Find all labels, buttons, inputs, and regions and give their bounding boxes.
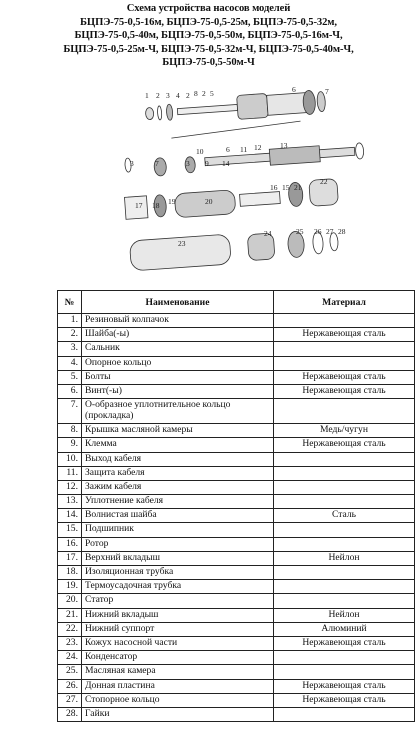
part-cap [145,107,154,120]
table-row [58,370,415,384]
row-material: Нейлон [274,551,415,565]
row-name: Гайки [82,707,274,721]
row-material: Медь/чугун [274,424,415,438]
table-row [58,594,415,608]
row-name: Подшипник [82,523,274,537]
row-material [274,452,415,466]
row-number: 21. [58,608,82,622]
row-name: Резиновый колпачок [82,314,274,328]
callout-label: 11 [240,145,248,154]
row-material: Нержавеющая сталь [274,679,415,693]
part-cable [171,121,301,138]
row-number: 2. [58,328,82,342]
part-head-body [267,93,308,116]
table-row [58,651,415,665]
table-row [58,707,415,721]
row-name: Уплотнение кабеля [82,495,274,509]
callout-label: 7 [155,159,159,168]
table-row [58,566,415,580]
row-material [274,566,415,580]
callout-label: 12 [254,143,262,152]
row-material [274,314,415,328]
table-row [58,679,415,693]
title-line: БЦПЭ-75-0,5-25м-Ч, БЦПЭ-75-0,5-32м-Ч, БЦПЭ-75-0,5-40м-Ч, [63,43,354,55]
parts-table-body [58,314,415,722]
row-material: Нейлон [274,608,415,622]
part-seal [166,104,173,120]
table-row [58,495,415,509]
exploded-pump-diagram [0,86,417,286]
callout-label: 23 [178,239,186,248]
row-name: Выход кабеля [82,452,274,466]
row-material [274,466,415,480]
row-material [274,523,415,537]
table-row [58,466,415,480]
row-material [274,537,415,551]
part-lower-support [240,192,281,207]
table-row [58,509,415,523]
row-material [274,665,415,679]
callout-label: 18 [152,201,160,210]
row-number: 15. [58,523,82,537]
row-number: 8. [58,424,82,438]
header-material: Материал [274,291,415,314]
header-number: № [58,291,82,314]
table-row [58,622,415,636]
row-number: 24. [58,651,82,665]
row-number: 13. [58,495,82,509]
callout-label: 22 [320,177,328,186]
callout-label: 3 [186,159,190,168]
row-material [274,495,415,509]
callout-label: 6 [292,86,296,94]
row-material [274,707,415,721]
row-number: 3. [58,342,82,356]
row-material: Сталь [274,509,415,523]
part-oil-chamber-cover [237,93,269,119]
row-name: Статор [82,594,274,608]
row-name: Винт(-ы) [82,384,274,398]
row-number: 25. [58,665,82,679]
table-row [58,665,415,679]
table-row [58,693,415,707]
callout-label: 4 [176,91,180,100]
row-name: Масляная камера [82,665,274,679]
row-material [274,594,415,608]
table-row [58,537,415,551]
callout-label: 26 [314,227,322,236]
row-number: 5. [58,370,82,384]
part-rotor-core [269,146,320,165]
row-name: Зажим кабеля [82,480,274,494]
row-number: 10. [58,452,82,466]
title-line: Схема устройства насосов моделей [126,3,291,14]
callout-label: 14 [222,159,230,168]
table-row [58,424,415,438]
row-name: Опорное кольцо [82,356,274,370]
row-material: Алюминий [274,622,415,636]
row-material: Нержавеющая сталь [274,438,415,452]
row-material: Нержавеющая сталь [274,328,415,342]
row-number: 14. [58,509,82,523]
row-material [274,580,415,594]
table-row [58,438,415,452]
row-name: Сальник [82,342,274,356]
title-line: БЦПЭ-75-0,5-16м, БЦПЭ-75-0,5-25м, БЦПЭ-75-0,5-32м, [80,16,337,28]
callout-label: 15 [282,183,290,192]
table-header-row [58,291,415,314]
part-washer [157,106,162,120]
table-row [58,636,415,650]
callout-label: 9 [205,159,209,168]
row-name: Крышка масляной камеры [82,424,274,438]
row-material [274,651,415,665]
table-row [58,480,415,494]
callout-label: 16 [270,183,278,192]
callout-label: 17 [135,201,143,210]
row-material [274,356,415,370]
row-material [274,399,415,424]
header-name: Наименование [82,291,274,314]
page-title [0,0,417,70]
callout-label: 28 [338,227,346,236]
table-row [58,452,415,466]
row-name: Изоляционная трубка [82,566,274,580]
callout-label: 13 [280,141,288,150]
row-name: О-образное уплотнительное кольцо (прокладка) [82,399,274,424]
row-number: 18. [58,566,82,580]
row-number: 4. [58,356,82,370]
callout-label: 24 [264,229,272,238]
row-name: Нижний вкладыш [82,608,274,622]
table-row [58,399,415,424]
row-name: Термоусадочная трубка [82,580,274,594]
row-number: 16. [58,537,82,551]
row-material: Нержавеющая сталь [274,370,415,384]
row-material [274,342,415,356]
row-name: Стопорное кольцо [82,693,274,707]
part-shaft [177,104,237,114]
title-line: БЦПЭ-75-0,5-40м, БЦПЭ-75-0,5-50м, БЦПЭ-75-0,5-16м-Ч, [74,30,343,42]
callout-label: 20 [205,197,213,206]
table-row [58,608,415,622]
diagram-svg [0,86,417,286]
callout-label: 2 [156,91,160,100]
row-name: Волнистая шайба [82,509,274,523]
table-row [58,328,415,342]
table-row [58,356,415,370]
callout-label: 7 [325,87,329,96]
row-number: 17. [58,551,82,565]
parts-table [57,290,415,722]
row-material: Нержавеющая сталь [274,636,415,650]
table-row [58,523,415,537]
row-name: Конденсатор [82,651,274,665]
row-material [274,480,415,494]
table-row [58,384,415,398]
row-number: 12. [58,480,82,494]
row-name: Донная пластина [82,679,274,693]
row-number: 1. [58,314,82,328]
row-name: Болты [82,370,274,384]
callout-label: 5 [210,89,214,98]
callout-label: 19 [168,197,176,206]
row-name: Верхний вкладыш [82,551,274,565]
row-material: Нержавеющая сталь [274,693,415,707]
row-number: 28. [58,707,82,721]
row-name: Защита кабеля [82,466,274,480]
row-number: 23. [58,636,82,650]
callout-label: 10 [196,147,204,156]
row-number: 11. [58,466,82,480]
row-number: 19. [58,580,82,594]
row-name: Нижний суппорт [82,622,274,636]
table-row [58,580,415,594]
row-number: 26. [58,679,82,693]
row-number: 9. [58,438,82,452]
callout-label: 21 [294,183,302,192]
row-number: 22. [58,622,82,636]
title-line: БЦПЭ-75-0,5-50м-Ч [162,57,255,69]
callout-label: 3 [166,91,170,100]
row-number: 6. [58,384,82,398]
part-bearing [355,143,364,160]
row-name: Шайба(-ы) [82,328,274,342]
row-number: 20. [58,594,82,608]
row-name: Клемма [82,438,274,452]
callout-label: 2 [202,89,206,98]
callout-label: 27 [326,227,334,236]
row-number: 27. [58,693,82,707]
row-name: Ротор [82,537,274,551]
row-material: Нержавеющая сталь [274,384,415,398]
table-row [58,314,415,328]
callout-label: 6 [226,145,230,154]
callout-label: 8 [194,89,198,98]
row-number: 7. [58,399,82,424]
callout-label: 3 [130,159,134,168]
table-row [58,551,415,565]
callout-label: 25 [296,227,304,236]
callout-label: 2 [186,91,190,100]
callout-label: 1 [145,91,149,100]
table-row [58,342,415,356]
row-name: Кожух насосной части [82,636,274,650]
